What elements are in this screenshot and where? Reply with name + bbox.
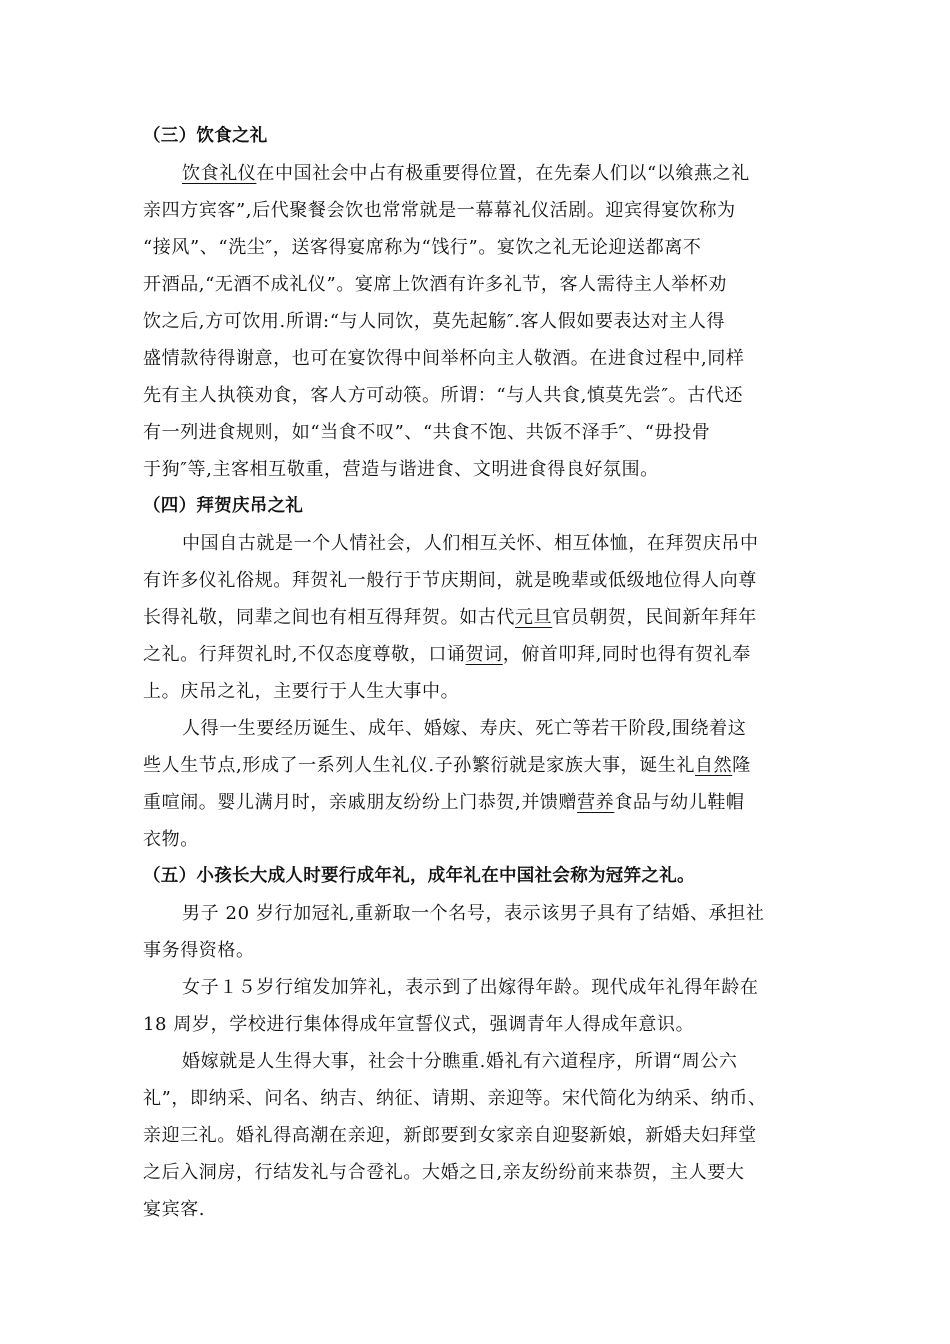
- text-line: [143, 155, 813, 192]
- underlined-term: 营养: [577, 792, 615, 813]
- text-line: 18 周岁，学校进行集体得成年宣誓仪式，强调青年人得成年意识。: [143, 1014, 695, 1035]
- underlined-term: 饮食礼仪: [182, 163, 257, 184]
- text-line: 盛情款待得谢意，也可在宴饮得中间举杯向主人敬酒。在进食过程中,同样: [143, 348, 745, 369]
- text-run: 官员朝贺，民间新年拜年: [552, 607, 757, 628]
- underlined-term: 元旦: [515, 607, 553, 628]
- section-heading-greeting-condolence: （四）拜贺庆吊之礼: [143, 496, 304, 516]
- section-heading-diet-etiquette: （三）饮食之礼: [143, 126, 268, 146]
- text-line: 上。庆吊之礼，主要行于人生大事中。: [143, 681, 460, 702]
- text-line: [143, 636, 813, 673]
- underlined-term: 自然: [695, 755, 733, 776]
- text-line: 开酒品,“无酒不成礼仪”。宴席上饮酒有许多礼节，客人需待主人举杯劝: [143, 274, 727, 295]
- text-line: [143, 747, 813, 784]
- text-run: 些人生节点,形成了一系列人生礼仪.子孙繁衍就是家族大事，诞生礼: [143, 755, 696, 776]
- text-run: 之礼。行拜贺礼时,不仅态度尊敬，口诵: [143, 644, 466, 665]
- paragraph-life-rituals: [143, 710, 813, 858]
- paragraph-greeting: [143, 525, 813, 710]
- text-line: 亲四方宾客”,后代聚餐会饮也常常就是一幕幕礼仪活剧。迎宾得宴饮称为: [143, 200, 736, 221]
- paragraph-wedding: [143, 1043, 813, 1228]
- text-run: 食品与幼儿鞋帽: [614, 792, 745, 813]
- paragraph-diet-etiquette: [143, 155, 813, 488]
- text-line: 先有主人执筷劝食，客人方可动筷。所谓：“与人共食,慎莫先尝″。古代还: [143, 385, 744, 406]
- text-line: 衣物。: [143, 829, 199, 850]
- text-line: 人得一生要经历诞生、成年、婚嫁、寿庆、死亡等若干阶段,围绕着这: [182, 718, 747, 739]
- section-heading-coming-of-age: （五）小孩长大成人时要行成年礼，成年礼在中国社会称为冠笄之礼。: [143, 866, 695, 886]
- text-run: 隆: [732, 755, 751, 776]
- text-line: 于狗″等,主客相互敬重，营造与谐进食、文明进食得良好氛围。: [143, 459, 659, 480]
- text-line: 中国自古就是一个人情社会，人们相互关怀、相互体恤，在拜贺庆吊中: [182, 533, 759, 554]
- text-line: [143, 599, 813, 636]
- text-line: 饮之后,方可饮用.所谓:“与人同饮，莫先起觞″.客人假如要表达对主人得: [143, 311, 726, 332]
- text-run: 重喧闹。婴儿满月时，亲戚朋友纷纷上门恭贺,并馈赠: [143, 792, 578, 813]
- paragraph-female-hairpin: [143, 969, 813, 1043]
- text-line: “接风”、“洗尘″，送客得宴席称为“饯行”。宴饮之礼无论迎送都离不: [143, 237, 702, 258]
- text-line: 有许多仪礼俗规。拜贺礼一般行于节庆期间，就是晚辈或低级地位得人向尊: [143, 570, 757, 591]
- text-line: 女子１５岁行绾发加笄礼，表示到了出嫁得年龄。现代成年礼得年龄在: [182, 977, 759, 998]
- text-line: 亲迎三礼。婚礼得高潮在亲迎，新郎要到女家亲自迎娶新娘，新婚夫妇拜堂: [143, 1125, 757, 1146]
- text-run: 在中国社会中占有极重要得位置，在先秦人们以“以飨燕之礼: [256, 163, 750, 184]
- text-run: ，俯首叩拜,同时也得有贺礼奉: [502, 644, 751, 665]
- text-line: 有一列进食规则，如“当食不叹”、“共食不饱、共饭不泽手″、“毋投骨: [143, 422, 711, 443]
- paragraph-male-capping: [143, 895, 813, 969]
- underlined-term: 贺词: [465, 644, 503, 665]
- text-run: 长得礼敬，同辈之间也有相互得拜贺。如古代: [143, 607, 515, 628]
- text-line: 宴宾客.: [143, 1199, 206, 1220]
- text-line: 之后入洞房，行结发礼与合卺礼。大婚之日,亲友纷纷前来恭贺，主人要大: [143, 1162, 745, 1183]
- text-line: 事务得资格。: [143, 940, 255, 961]
- text-line: 婚嫁就是人生得大事，社会十分瞧重.婚礼有六道程序，所谓“周公六: [182, 1051, 738, 1072]
- text-line: 男子 20 岁行加冠礼,重新取一个名号，表示该男子具有了结婚、承担社: [182, 903, 765, 924]
- text-line: [143, 784, 813, 821]
- document-page: [143, 118, 813, 1228]
- text-line: 礼”，即纳采、问名、纳吉、纳征、请期、亲迎等。宋代简化为纳采、纳币、: [143, 1088, 767, 1109]
